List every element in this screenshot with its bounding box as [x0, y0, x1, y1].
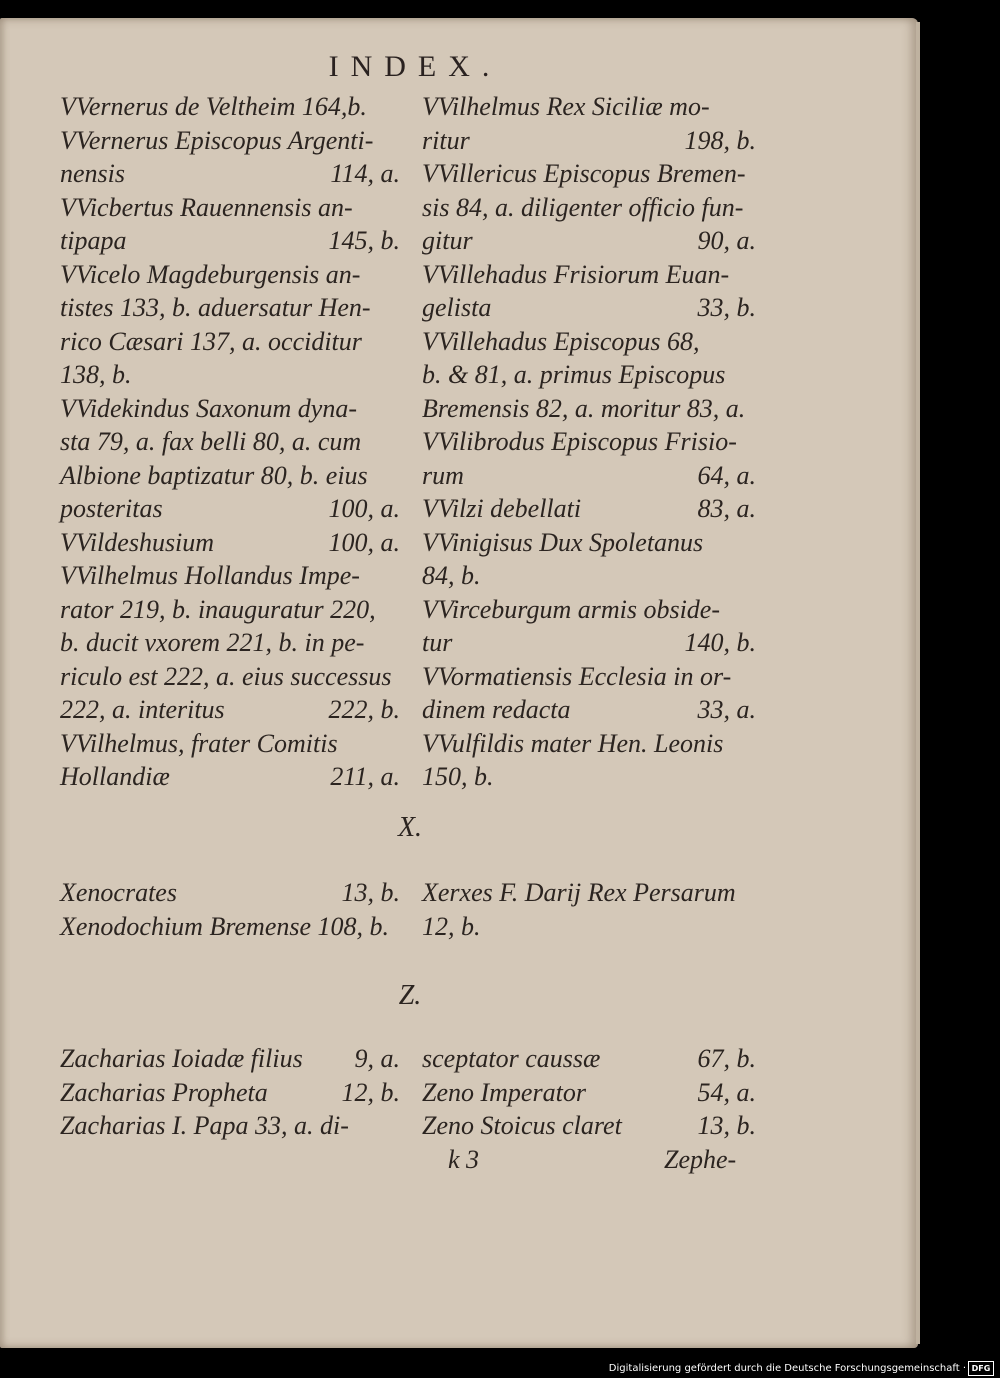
entry-text: nensis — [60, 159, 125, 188]
index-entry-line — [422, 325, 756, 359]
entry-text: Xenocrates — [60, 878, 177, 907]
entry-reference: 33, b. — [697, 293, 756, 322]
entry-reference: 83, a. — [697, 494, 756, 523]
entry-text: tistes 133, b. aduersatur Hen- — [60, 293, 371, 322]
entry-reference: 64, a. — [697, 460, 756, 490]
entry-text: 138, b. — [60, 360, 132, 389]
entry-text: sta 79, a. fax belli 80, a. cum — [60, 427, 362, 456]
index-entry-line — [422, 358, 756, 392]
entry-reference: 140, b. — [684, 628, 756, 657]
entry-text: VVormatiensis Ecclesia in or- — [422, 661, 732, 691]
entry-text: dinem redacta — [422, 695, 571, 724]
index-entry-line — [60, 693, 400, 727]
index-entry-line — [422, 157, 756, 191]
entry-text: Bremensis 82, a. moritur 83, a. — [422, 393, 746, 423]
entry-text: VVillehadus Episcopus 68, — [422, 326, 700, 356]
entry-reference: 100, a. — [328, 494, 400, 523]
z-left-entries — [60, 1042, 400, 1143]
index-entry-line — [60, 157, 400, 191]
entry-text: VVilzi debellati — [422, 494, 582, 523]
entry-reference: 67, b. — [697, 1044, 756, 1073]
index-entry-line — [60, 559, 400, 593]
entry-text: Zeno Stoicus claret — [422, 1111, 622, 1140]
entry-text: VVilhelmus, frater Comitis — [60, 728, 338, 758]
entry-text: VVernerus de Veltheim 164,b. — [60, 92, 367, 121]
entry-text: 12, b. — [422, 911, 481, 941]
index-entry-line — [422, 593, 756, 627]
index-entry-line — [422, 90, 756, 124]
entry-text: sceptator caussæ — [422, 1044, 601, 1073]
entry-reference: 100, a. — [328, 527, 400, 557]
entry-text: riculo est 222, a. eius successus — [60, 661, 392, 691]
entry-text: Zacharias Propheta — [60, 1077, 268, 1107]
index-entry-line — [60, 660, 400, 694]
entry-reference: 9, a. — [354, 1044, 400, 1073]
entry-text: 222, a. interitus — [60, 695, 225, 724]
digitization-credit: Digitalisierung gefördert durch die Deutsche Forschungsgemeinschaft · — [608, 1363, 966, 1374]
entry-text: VVirceburgum armis obside- — [422, 594, 720, 624]
entry-text: posteritas — [60, 494, 163, 523]
index-entry-line — [60, 526, 400, 560]
index-entry-line — [422, 1109, 756, 1143]
entry-text: ritur — [422, 125, 470, 155]
index-entry-line — [60, 425, 400, 459]
index-entry-line — [422, 392, 756, 426]
index-entry-line — [422, 492, 756, 526]
entry-reference: 90, a. — [697, 226, 756, 255]
index-entry-line — [60, 258, 400, 292]
entry-text: 150, b. — [422, 762, 494, 791]
entry-text: Zacharias I. Papa 33, a. di- — [60, 1111, 349, 1140]
index-entry-line — [422, 693, 756, 727]
index-entry-line — [422, 1042, 756, 1076]
entry-reference: 145, b. — [328, 226, 400, 255]
x-left-entries — [60, 876, 400, 943]
index-entry-line — [422, 660, 756, 694]
section-heading-z: Z. — [398, 980, 422, 1011]
index-entry-line — [422, 1076, 756, 1110]
entry-text: Hollandiæ — [60, 762, 170, 791]
entry-reference: 54, a. — [697, 1077, 756, 1107]
index-entry-line — [60, 191, 400, 225]
entry-text: rico Cæsari 137, a. occiditur — [60, 326, 362, 356]
index-entry-line — [60, 760, 400, 794]
index-entry-line — [60, 224, 400, 258]
entry-reference: 13, b. — [697, 1111, 756, 1140]
index-entry-line — [60, 593, 400, 627]
entry-text: VVernerus Episcopus Argenti- — [60, 125, 374, 155]
index-entry-line — [422, 191, 756, 225]
index-entry-line — [422, 526, 756, 560]
index-entry-line — [60, 492, 400, 526]
entry-reference: 211, a. — [330, 762, 400, 791]
index-entry-line — [60, 876, 400, 910]
dfg-logo: DFG — [968, 1361, 994, 1376]
entry-reference: 198, b. — [684, 125, 756, 155]
index-entry-line — [422, 258, 756, 292]
entry-text: Xenodochium Bremense 108, b. — [60, 911, 390, 941]
entry-text: Xerxes F. Darij Rex Persarum — [422, 878, 736, 907]
index-entry-line — [60, 392, 400, 426]
index-entry-line — [422, 559, 756, 593]
entry-text: Zacharias Ioiadæ filius — [60, 1044, 303, 1073]
entry-text: tipapa — [60, 226, 127, 255]
index-entry-line — [422, 910, 756, 944]
index-entry-line — [422, 760, 756, 794]
index-entry-line — [60, 459, 400, 493]
index-entry-line — [60, 358, 400, 392]
entry-text: VVilhelmus Hollandus Impe- — [60, 561, 360, 590]
section-heading-x: X. — [397, 812, 423, 843]
entry-text: VVilibrodus Episcopus Frisio- — [422, 427, 737, 456]
entry-text: rum — [422, 460, 464, 490]
left-index-column — [60, 90, 400, 794]
entry-reference: 33, a. — [697, 695, 756, 724]
entry-text: VVildeshusium — [60, 527, 215, 557]
page-edge — [916, 22, 920, 1344]
entry-text: VVillericus Episcopus Bremen- — [422, 159, 746, 188]
index-entry-line — [422, 626, 756, 660]
entry-reference: 114, a. — [330, 159, 400, 188]
index-entry-line — [60, 124, 400, 158]
index-entry-line — [422, 291, 756, 325]
entry-text: sis 84, a. diligenter officio fun- — [422, 192, 744, 222]
entry-text: VVulfildis mater Hen. Leonis — [422, 728, 724, 758]
index-entry-line — [60, 626, 400, 660]
entry-text: rator 219, b. inauguratur 220, — [60, 594, 376, 624]
index-entry-line — [60, 1042, 400, 1076]
index-entry-line — [422, 876, 756, 910]
entry-text: tur — [422, 628, 453, 657]
index-entry-line — [422, 224, 756, 258]
entry-text: VVicelo Magdeburgensis an- — [60, 259, 361, 289]
entry-text: Zeno Imperator — [422, 1077, 586, 1107]
entry-text: Albione baptizatur 80, b. eius — [60, 460, 368, 490]
index-entry-line — [60, 90, 400, 124]
index-entry-line — [60, 291, 400, 325]
running-head: INDEX. — [328, 50, 502, 83]
index-entry-line — [60, 910, 400, 944]
index-entry-line — [60, 325, 400, 359]
entry-reference: 12, b. — [341, 1077, 400, 1107]
index-entry-line — [60, 1109, 400, 1143]
entry-text: 84, b. — [422, 561, 481, 590]
right-index-column — [422, 90, 756, 794]
entry-text: VVillehadus Frisiorum Euan- — [422, 259, 730, 289]
entry-text: VVidekindus Saxonum dyna- — [60, 393, 357, 423]
catchword: Zephe- — [664, 1145, 737, 1174]
entry-text: b. & 81, a. primus Episcopus — [422, 360, 726, 389]
entry-text: VVinigisus Dux Spoletanus — [422, 527, 704, 557]
index-entry-line — [422, 459, 756, 493]
index-entry-line — [60, 727, 400, 761]
z-right-entries — [422, 1042, 756, 1143]
signature-mark: k 3 — [448, 1145, 480, 1174]
entry-reference: 222, b. — [328, 695, 400, 724]
index-entry-line — [422, 425, 756, 459]
entry-text: gitur — [422, 226, 473, 255]
index-entry-line — [422, 727, 756, 761]
entry-text: gelista — [422, 293, 492, 322]
entry-text: b. ducit vxorem 221, b. in pe- — [60, 628, 365, 657]
entry-text: VVilhelmus Rex Siciliæ mo- — [422, 92, 710, 121]
entry-reference: 13, b. — [341, 878, 400, 907]
x-right-entries — [422, 876, 756, 943]
entry-text: VVicbertus Rauennensis an- — [60, 192, 353, 222]
index-entry-line — [60, 1076, 400, 1110]
index-entry-line — [422, 124, 756, 158]
